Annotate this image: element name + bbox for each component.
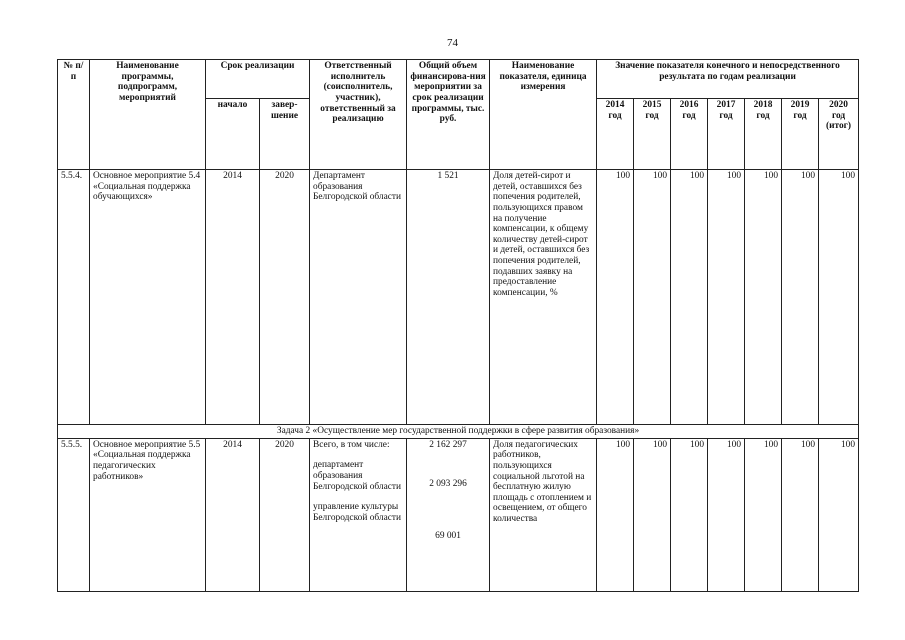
header-year: 2020 год (итог) xyxy=(819,99,859,170)
row-start-year: 2014 xyxy=(206,170,260,425)
executor-culture: управление культуры Белгородской области xyxy=(313,502,402,523)
table-row xyxy=(58,438,859,591)
row-financing xyxy=(407,438,490,591)
row-value: 100 xyxy=(782,170,819,425)
row-value: 100 xyxy=(634,438,671,591)
row-value: 100 xyxy=(708,438,745,591)
table-row xyxy=(58,170,859,425)
executor-total: Всего, в том числе: xyxy=(313,439,390,450)
header-row-1 xyxy=(58,60,859,99)
financing-culture: 69 001 xyxy=(435,530,461,541)
header-name: Наименование программы, подпрограмм, мероприятий xyxy=(90,60,206,170)
row-value: 100 xyxy=(745,170,782,425)
financing-department: 2 093 296 xyxy=(429,479,467,490)
row-value: 100 xyxy=(597,438,634,591)
row-value: 100 xyxy=(634,170,671,425)
header-year: 2019 год xyxy=(782,99,819,170)
header-executor: Ответственный исполнитель (соисполнитель, участник), ответственный за реализацию xyxy=(310,60,407,170)
task-2-title: Задача 2 «Осуществление мер государственной поддержки в сфере развития образования» xyxy=(58,425,859,439)
row-number: 5.5.4. xyxy=(58,170,90,425)
header-financing: Общий объем финансирова-ния мероприятии за срок реализации программы, тыс. руб. xyxy=(407,60,490,170)
row-number: 5.5.5. xyxy=(58,438,90,591)
row-end-year: 2020 xyxy=(260,438,310,591)
row-indicator: Доля педагогических работников, пользующихся социальной льготой на бесплатную жилую площадь с отоплением и освещением, от общего количества xyxy=(490,438,597,591)
task-row xyxy=(58,425,859,439)
header-num: № п/п xyxy=(58,60,90,170)
row-value: 100 xyxy=(819,438,859,591)
row-value: 100 xyxy=(782,438,819,591)
row-value: 100 xyxy=(671,170,708,425)
row-executor xyxy=(310,438,407,591)
header-term: Срок реализации xyxy=(206,60,310,99)
row-value: 100 xyxy=(671,438,708,591)
row-value: 100 xyxy=(597,170,634,425)
financing-total: 2 162 297 xyxy=(429,439,467,450)
header-year: 2016 год xyxy=(671,99,708,170)
header-year: 2018 год xyxy=(745,99,782,170)
row-value: 100 xyxy=(745,438,782,591)
header-term-end: завер-шение xyxy=(260,99,310,170)
row-financing: 1 521 xyxy=(407,170,490,425)
row-indicator: Доля детей-сирот и детей, оставшихся без попечения родителей, пользующихся правом на получение компенсации, к общему количеству детей-сирот и детей, оставшихся без попечения родителей, подавших заявку на предоставление компенсации, % xyxy=(490,170,597,425)
executor-department: департамент образования Белгородской области xyxy=(313,460,402,492)
row-start-year: 2014 xyxy=(206,438,260,591)
row-value: 100 xyxy=(708,170,745,425)
header-year: 2015 год xyxy=(634,99,671,170)
row-name: Основное мероприятие 5.4 «Социальная поддержка обучающихся» xyxy=(90,170,206,425)
program-table xyxy=(57,59,859,592)
header-values-group: Значение показателя конечного и непосредственного результата по годам реализации xyxy=(597,60,859,99)
row-name: Основное мероприятие 5.5 «Социальная поддержка педагогических работников» xyxy=(90,438,206,591)
header-year: 2014 год xyxy=(597,99,634,170)
row-value: 100 xyxy=(819,170,859,425)
header-term-start: начало xyxy=(206,99,260,170)
row-end-year: 2020 xyxy=(260,170,310,425)
header-indicator: Наименование показателя, единица измерения xyxy=(490,60,597,170)
row-executor: Департамент образования Белгородской области xyxy=(310,170,407,425)
page-number: 74 xyxy=(447,37,458,49)
header-year: 2017 год xyxy=(708,99,745,170)
